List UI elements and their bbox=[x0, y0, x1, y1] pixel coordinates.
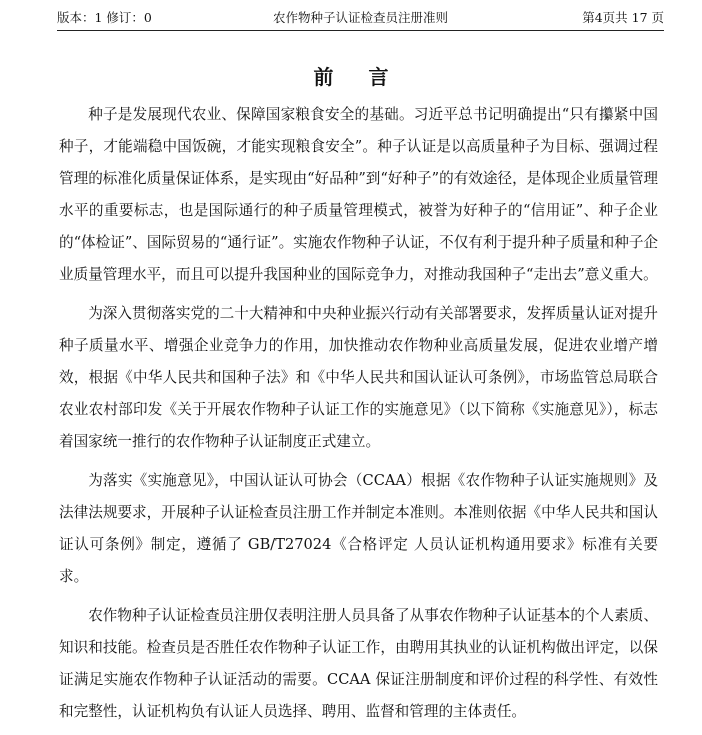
page-header bbox=[57, 6, 664, 31]
header-document-title: 农作物种子认证检查员注册准则 bbox=[272, 10, 448, 25]
paragraph-3: 为落实《实施意见》，中国认证认可协会（CCAA）根据《农作物种子认证实施规则》及法律法规要求，开展种子认证检查员注册工作并制定本准则。本准则依据《中华人民共和国认证认可条例》制定，遵循了 GB/T27024《合格评定 人员认证机构通用要求》标准有关要求。 bbox=[59, 472, 658, 585]
paragraph-1: 种子是发展现代农业、保障国家粮食安全的基础。习近平总书记明确提出“只有攥紧中国种子，才能端稳中国饭碗，才能实现粮食安全”。种子认证是以高质量种子为目标、强调过程管理的标准化质量保证体系，是实现由“好品种”到“好种子”的有效途径，是体现企业质量管理水平的重要标志，也是国际通行的种子质量管理模式，被誉为好种子的“信用证”、种子企业的“体检证”、国际贸易的“通行证”。实施农作物种子认证，不仅有利于提升种子质量和种子企业质量管理水平，而且可以提升我国种业的国际竞争力，对推动我国种子“走出去”意义重大。 bbox=[59, 106, 659, 283]
version-info: 版本：1 修订：0 bbox=[57, 10, 152, 25]
page-number: 第4页共 17 页 bbox=[582, 10, 664, 25]
paragraph-2: 为深入贯彻落实党的二十大精神和中央种业振兴行动有关部署要求，发挥质量认证对提升种子质量水平、增强企业竞争力的作用，加快推动农作物种业高质量发展，促进农业增产增效，根据《中华人民共和国种子法》和《中华人民共和国认证认可条例》，市场监管总局联合农业农村部印发《关于开展农作物种子认证工作的实施意见》（以下简称《实施意见》），标志着国家统一推行的农作物种子认证制度正式建立。 bbox=[59, 305, 658, 450]
section-title: 前 言 bbox=[313, 65, 403, 89]
paragraph-4: 农作物种子认证检查员注册仅表明注册人员具备了从事农作物种子认证基本的个人素质、知识和技能。检查员是否胜任农作物种子认证工作，由聘用其执业的认证机构做出评定，以保证满足实施农作物种子认证活动的需要。CCAA 保证注册制度和评价过程的科学性、有效性和完整性，认证机构负有认证人员选择、聘用、监督和管理的主体责任。 bbox=[59, 607, 658, 720]
document-body bbox=[59, 99, 658, 735]
